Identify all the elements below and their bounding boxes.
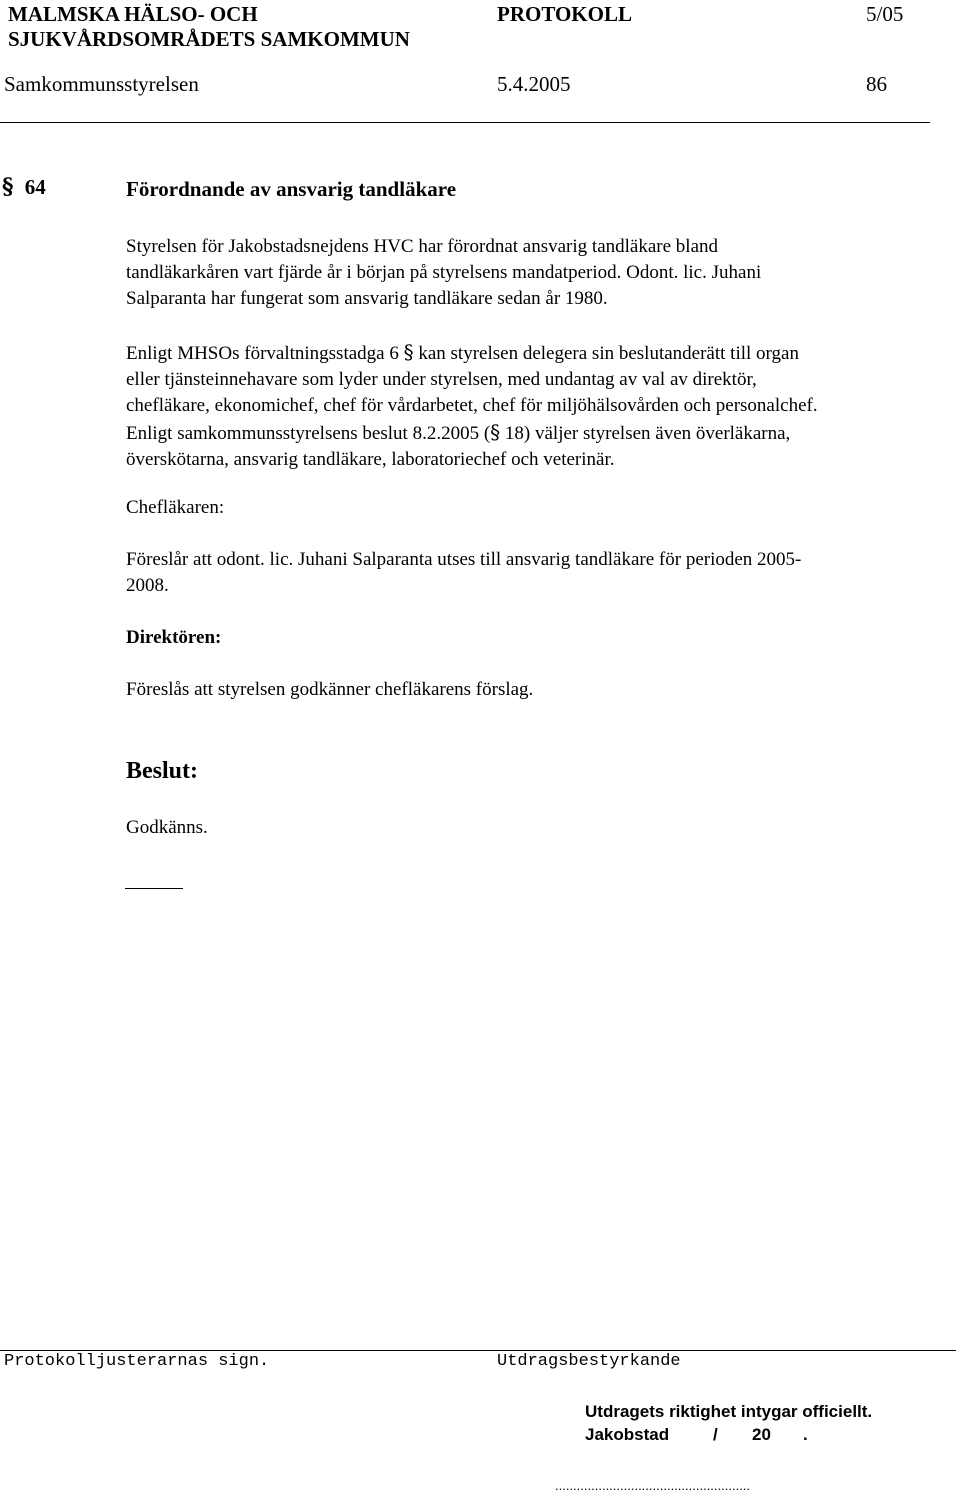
paragraph-line bbox=[126, 339, 946, 367]
extract-label: Utdragsbestyrkande bbox=[497, 1352, 681, 1371]
header-rule bbox=[0, 122, 930, 123]
date-year: 20 bbox=[752, 1425, 771, 1444]
text-fragment: Enligt samkommunsstyrelsens beslut 8.2.2005 ( bbox=[126, 423, 491, 444]
place-name: Jakobstad bbox=[585, 1425, 670, 1444]
org-name-line2: SJUKVÅRDSOMRÅDETS SAMKOMMUN bbox=[8, 27, 410, 51]
section-title: Förordnande av ansvarig tandläkare bbox=[126, 177, 457, 201]
org-name-line1: MALMSKA HÄLSO- OCH bbox=[8, 2, 258, 26]
director-label: Direktören: bbox=[126, 627, 222, 648]
section-heading bbox=[2, 175, 46, 199]
footer-rule bbox=[0, 1350, 956, 1351]
meeting-date: 5.4.2005 bbox=[497, 72, 571, 96]
paragraph-background bbox=[126, 234, 946, 312]
signature-line: ...................................................... bbox=[555, 1478, 751, 1493]
director-proposal: Föreslås att styrelsen godkänner chefläkarens förslag. bbox=[126, 679, 534, 700]
section-symbol-inline: § bbox=[403, 340, 414, 364]
text-fragment: Enligt MHSOs förvaltningsstadga 6 bbox=[126, 343, 399, 364]
paragraph-line bbox=[126, 419, 946, 447]
protocol-number: 5/05 bbox=[866, 2, 904, 26]
meeting-body: Samkommunsstyrelsen bbox=[4, 72, 199, 96]
end-rule bbox=[125, 888, 183, 889]
page-number: 86 bbox=[866, 72, 887, 96]
paragraph-line: chefläkare, ekonomichef, chef för vårdarbetet, chef för miljöhälsovården och personalchef. bbox=[126, 395, 818, 416]
signature-label: Protokolljusterarnas sign. bbox=[4, 1352, 270, 1371]
date-dot: . bbox=[803, 1425, 808, 1444]
paragraph-line: Salparanta har fungerat som ansvarig tandläkare sedan år 1980. bbox=[126, 288, 608, 309]
paragraph-line: Föreslår att odont. lic. Juhani Salparanta utses till ansvarig tandläkare för perioden 2005- bbox=[126, 549, 802, 570]
decision-label: Beslut: bbox=[126, 758, 198, 784]
paragraph-line: tandläkarkåren vart fjärde år i början på styrelsens mandatperiod. Odont. lic. Juhani bbox=[126, 262, 762, 283]
text-fragment: 18) väljer styrelsen även överläkarna, bbox=[504, 423, 791, 444]
chief-physician-proposal bbox=[126, 547, 946, 599]
chief-physician-label: Chefläkaren: bbox=[126, 497, 225, 518]
decision-text: Godkänns. bbox=[126, 817, 208, 838]
certify-text: Utdragets riktighet intygar officiellt. bbox=[585, 1402, 873, 1421]
section-number: 64 bbox=[24, 175, 46, 199]
doc-type: PROTOKOLL bbox=[497, 2, 632, 26]
section-symbol-inline: § bbox=[490, 420, 501, 444]
paragraph-line: Styrelsen för Jakobstadsnejdens HVC har förordnat ansvarig tandläkare bland bbox=[126, 236, 718, 257]
text-fragment: kan styrelsen delegera sin beslutanderätt till organ bbox=[418, 343, 799, 364]
paragraph-line: överskötarna, ansvarig tandläkare, laboratoriechef och veterinär. bbox=[126, 449, 615, 470]
paragraph-line: eller tjänsteinnehavare som lyder under styrelsen, med undantag av val av direktör, bbox=[126, 369, 757, 390]
date-slash: / bbox=[713, 1425, 718, 1444]
paragraph-delegation bbox=[126, 339, 946, 473]
paragraph-line: 2008. bbox=[126, 575, 169, 596]
section-symbol: § bbox=[2, 174, 14, 200]
